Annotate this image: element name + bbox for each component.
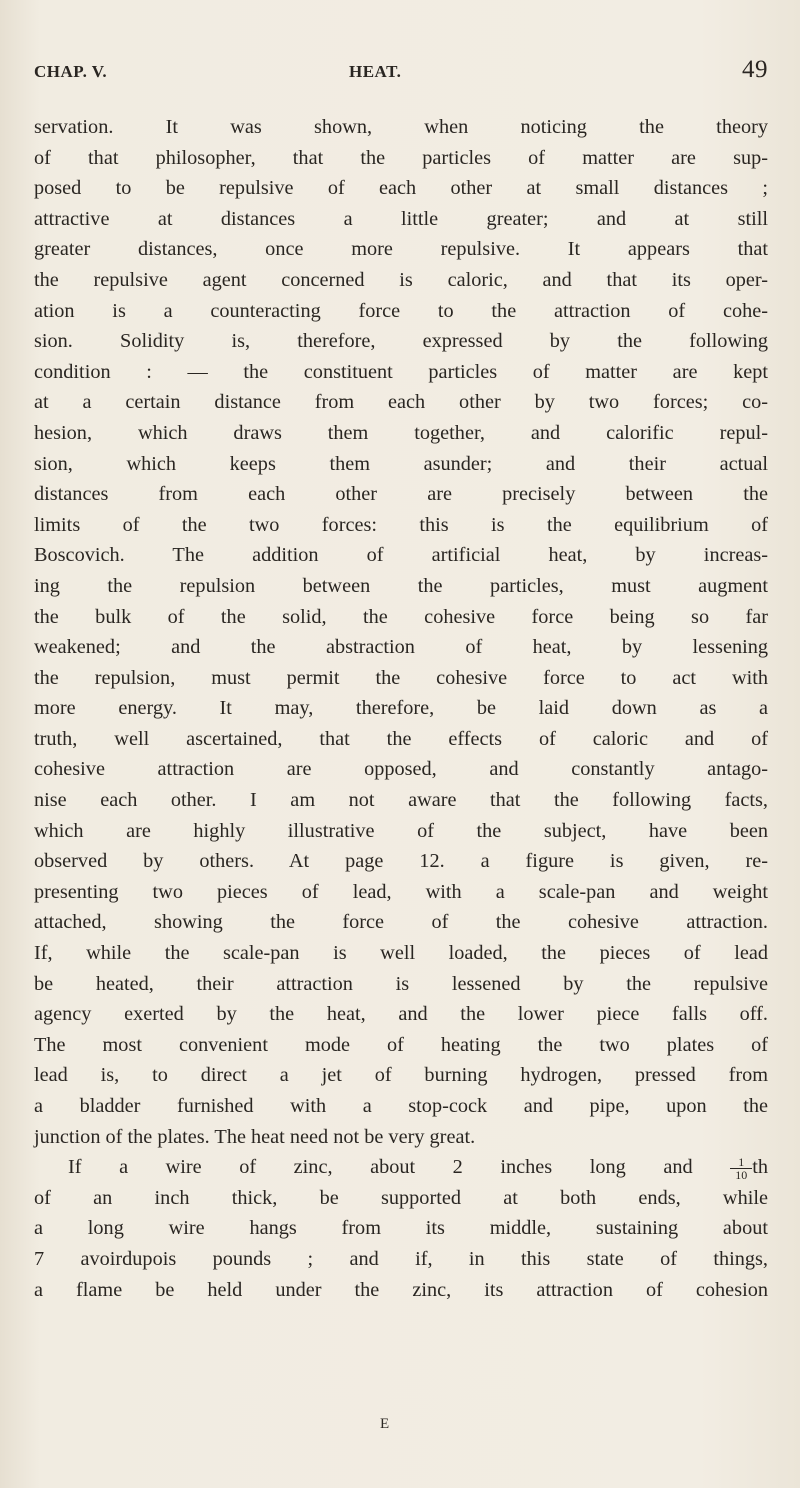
- text-line: ation is a counteracting force to the attraction of cohe-: [34, 299, 768, 322]
- text-line: the bulk of the solid, the cohesive force being so far: [34, 605, 768, 628]
- text-line: a bladder furnished with a stop-cock and pipe, upon the: [34, 1095, 768, 1117]
- text-line: 7 avoirdupois pounds ; and if, in this state of things,: [34, 1247, 768, 1270]
- text-line: attached, showing the force of the cohesive attraction.: [34, 911, 768, 934]
- fraction-denominator: 10: [735, 1168, 748, 1183]
- text-line: distances from each other are precisely between the: [34, 483, 768, 506]
- section-title: HEAT.: [349, 62, 402, 81]
- text-line: the repulsion, must permit the cohesive force to act with: [34, 666, 768, 689]
- text-line: attractive at distances a little greater; and at still: [34, 207, 768, 230]
- text-line: weakened; and the abstraction of heat, by lessening: [34, 636, 768, 659]
- text-line: lead is, to direct a jet of burning hydrogen, pressed from: [34, 1064, 768, 1087]
- text-line: observed by others. At page 12. a figure is given, re-: [34, 850, 768, 873]
- chapter-label: CHAP. V.: [34, 62, 108, 81]
- text-line: the repulsive agent concerned is caloric, and that its oper-: [34, 268, 768, 291]
- running-head: [34, 56, 774, 96]
- text-line: sion, which keeps them asunder; and their actual: [34, 452, 768, 475]
- text-line: posed to be repulsive of each other at small distances ;: [34, 177, 768, 200]
- text-line: which are highly illustrative of the subject, have been: [34, 819, 768, 842]
- text-line: of an inch thick, be supported at both ends, while: [34, 1186, 768, 1209]
- text-line: a long wire hangs from its middle, sustaining about: [34, 1217, 768, 1240]
- text-line: condition : — the constituent particles of matter are kept: [34, 360, 768, 383]
- text-line: The most convenient mode of heating the two plates of: [34, 1033, 768, 1056]
- text-line: Boscovich. The addition of artificial heat, by increas-: [34, 544, 768, 567]
- text-line: limits of the two forces: this is the equilibrium of: [34, 513, 768, 536]
- text-line: If, while the scale-pan is well loaded, the pieces of lead: [34, 942, 768, 965]
- text-line: at a certain distance from each other by two forces; co-: [34, 391, 768, 414]
- text-line: hesion, which draws them together, and calorific repul-: [34, 421, 768, 444]
- text-line: agency exerted by the heat, and the lower piece falls off.: [34, 1003, 768, 1026]
- fraction-numerator: 1: [730, 1156, 752, 1169]
- text-line: junction of the plates. The heat need not be very great.: [34, 1125, 476, 1148]
- text-fragment: th: [752, 1156, 768, 1179]
- page-number: 49: [742, 56, 768, 83]
- text-fragment: If a wire of zinc, about 2 inches long and: [68, 1156, 693, 1179]
- text-line: nise each other. I am not aware that the following facts,: [34, 789, 768, 812]
- text-line: of that philosopher, that the particles of matter are sup-: [34, 146, 768, 169]
- fraction: [730, 1156, 752, 1181]
- text-line: presenting two pieces of lead, with a scale-pan and weight: [34, 880, 768, 903]
- paragraph-start-line: [34, 1152, 768, 1183]
- text-line: greater distances, once more repulsive. It appears that: [34, 238, 768, 261]
- body-text: [34, 112, 768, 1305]
- text-line: ing the repulsion between the particles, must augment: [34, 574, 768, 597]
- text-line: cohesive attraction are opposed, and constantly antago-: [34, 758, 768, 781]
- text-line: truth, well ascertained, that the effects of caloric and of: [34, 727, 768, 750]
- text-line: sion. Solidity is, therefore, expressed by the following: [34, 330, 768, 353]
- text-line: servation. It was shown, when noticing the theory: [34, 116, 768, 138]
- text-line: more energy. It may, therefore, be laid down as a: [34, 697, 768, 720]
- text-line: be heated, their attraction is lessened by the repulsive: [34, 972, 768, 995]
- text-line: a flame be held under the zinc, its attraction of cohesion: [34, 1278, 768, 1301]
- signature-mark: E: [380, 1416, 391, 1432]
